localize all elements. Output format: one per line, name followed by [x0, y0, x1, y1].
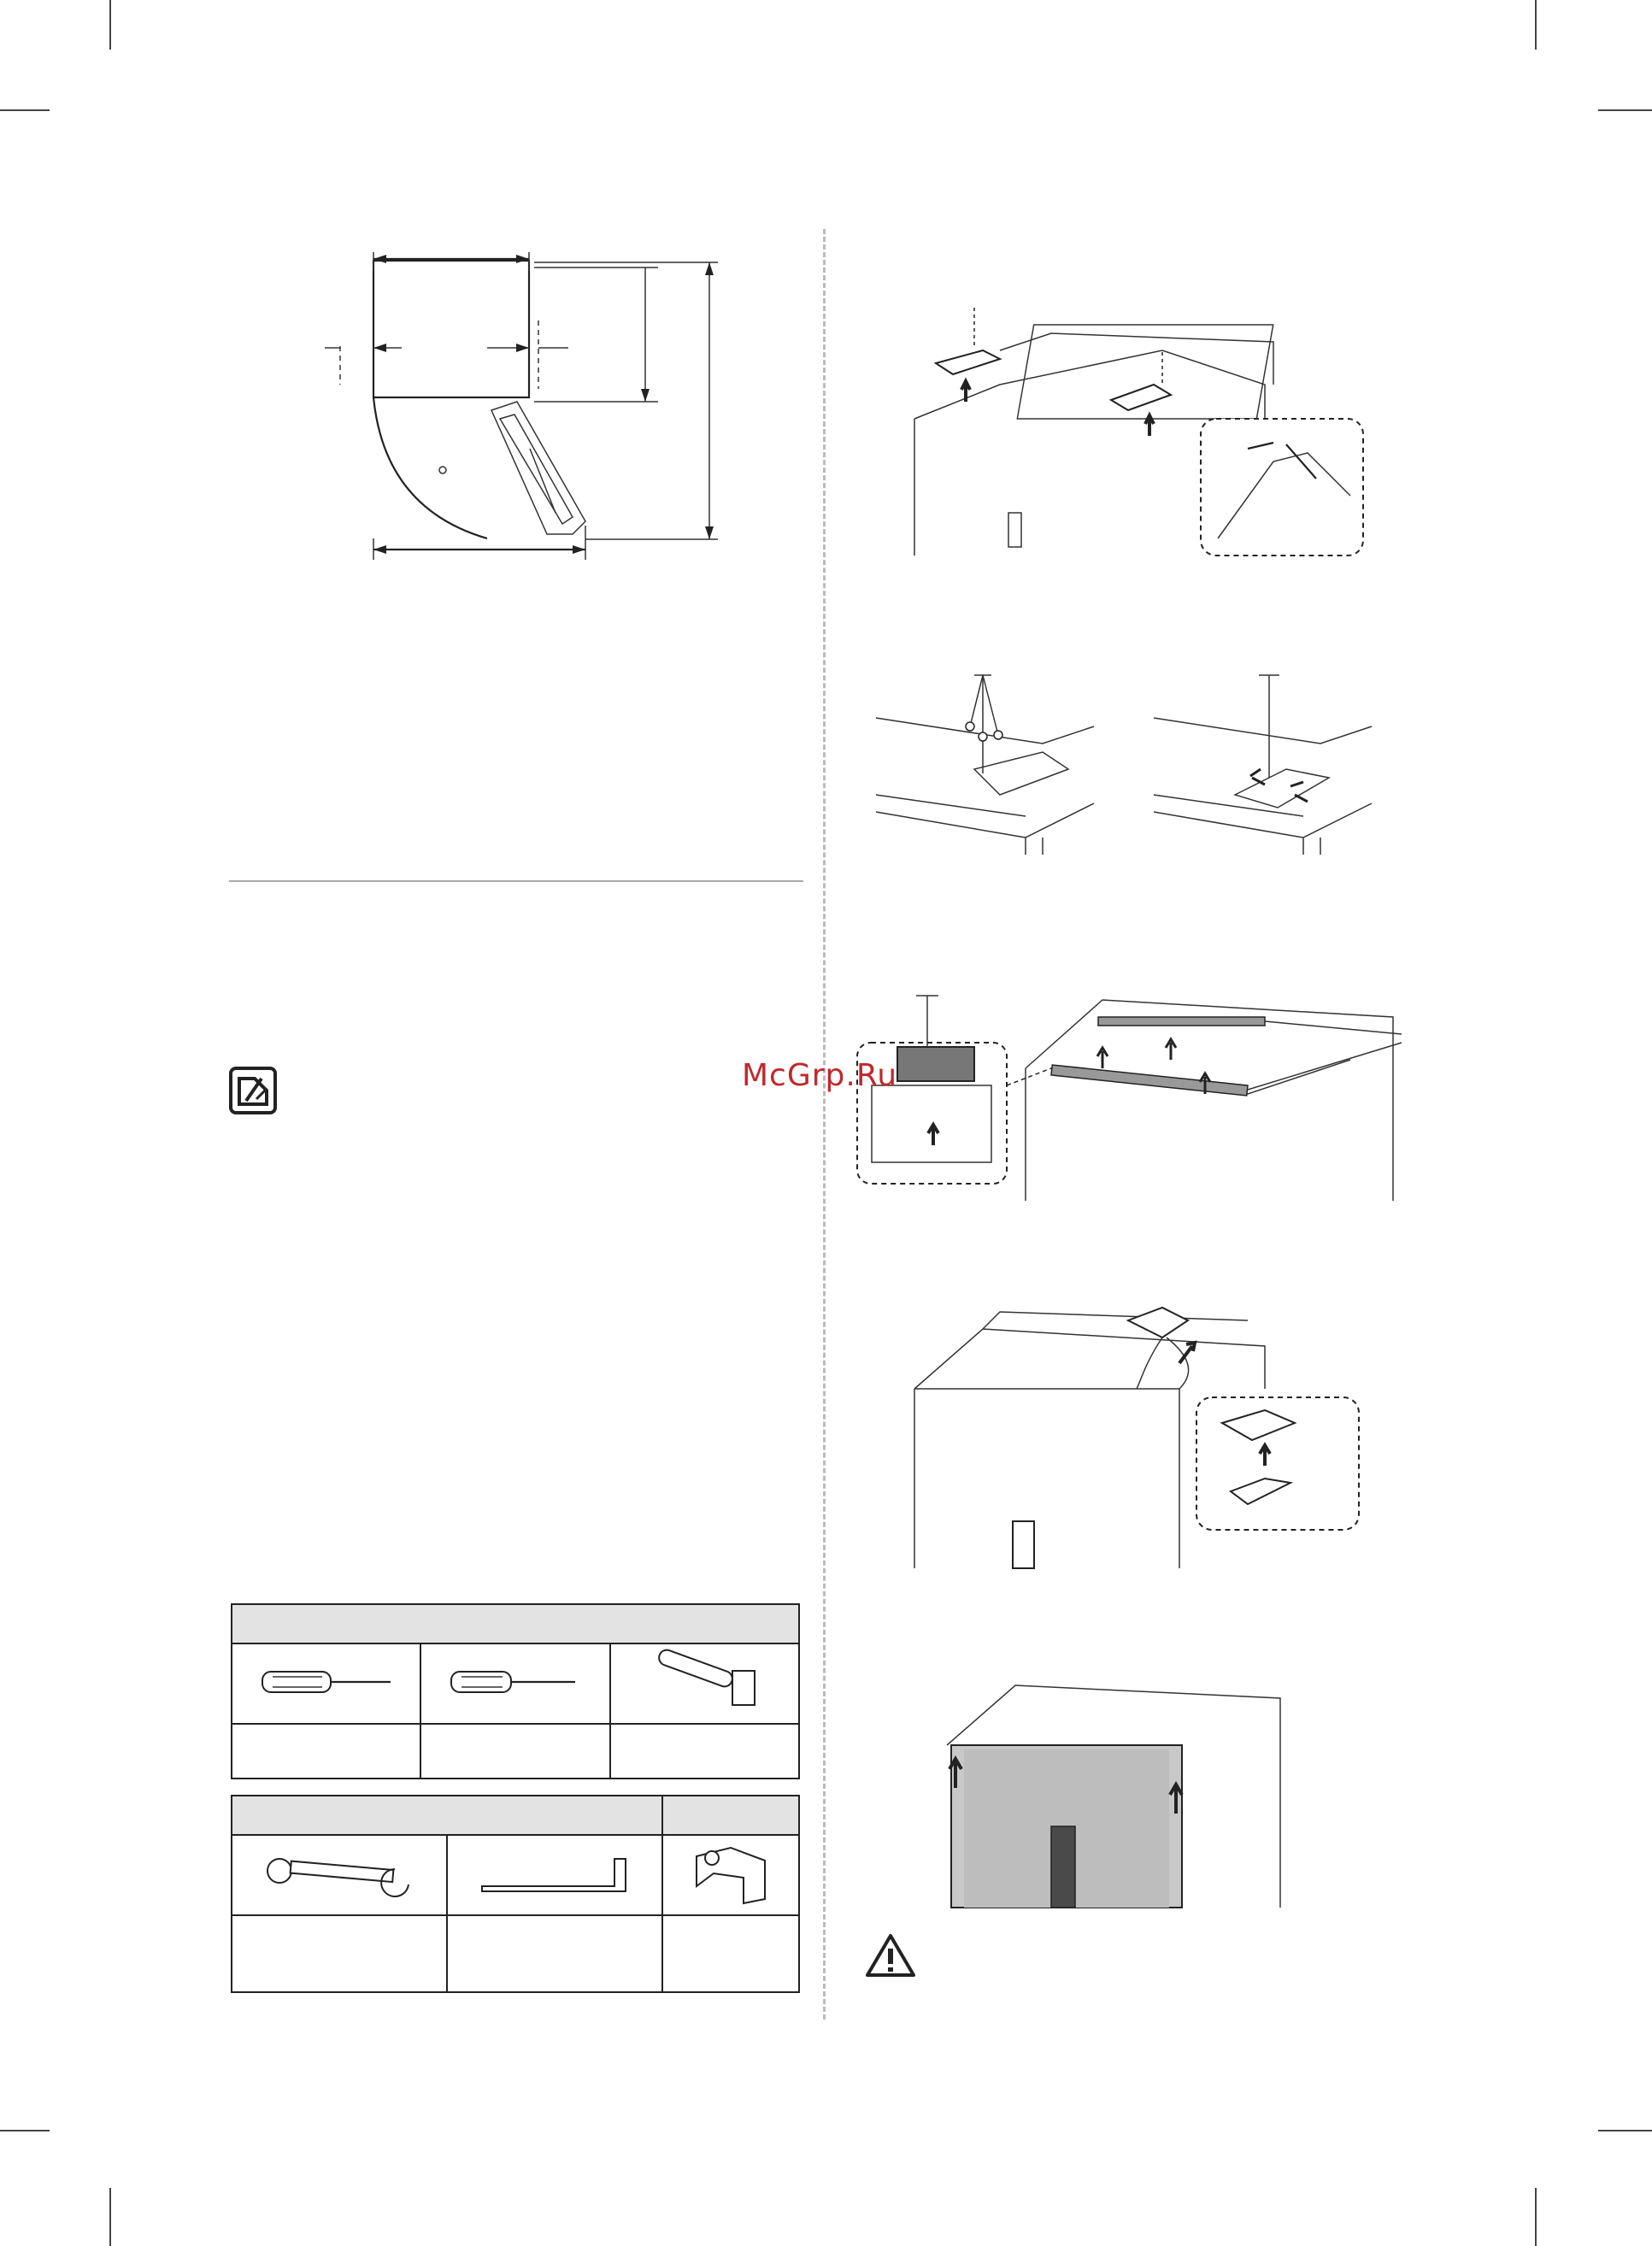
allen-key-icon	[473, 1852, 636, 1895]
column-divider	[823, 229, 826, 2020]
phillips-screwdriver-icon	[254, 1665, 399, 1699]
crop-mark	[0, 109, 50, 111]
crop-mark	[1535, 2188, 1537, 2246]
tool-cell	[420, 1643, 609, 1724]
step-3-illustration	[855, 966, 1402, 1201]
socket-wrench-icon	[632, 1652, 777, 1712]
tool-cell	[610, 1643, 799, 1724]
spanner-icon	[258, 1852, 420, 1895]
tool-label	[232, 1915, 447, 1992]
note-icon	[229, 1067, 277, 1114]
tool-label	[447, 1915, 662, 1992]
tools-table-header	[232, 1796, 662, 1835]
tools-table-header	[662, 1796, 799, 1835]
step-4-illustration	[906, 1303, 1367, 1568]
tool-label	[662, 1915, 799, 1992]
step-5-illustration	[947, 1677, 1289, 1908]
crop-mark	[1598, 109, 1652, 111]
crop-mark	[109, 0, 111, 50]
crop-mark	[0, 2130, 50, 2131]
section-rule	[229, 880, 803, 882]
step-2-illustration-left	[872, 675, 1102, 855]
tool-label	[610, 1724, 799, 1779]
crop-mark	[1598, 2130, 1652, 2131]
tool-cell	[232, 1643, 420, 1724]
tool-cell	[232, 1835, 447, 1915]
tool-label	[420, 1724, 609, 1779]
flat-screwdriver-icon	[443, 1665, 588, 1699]
hinge-tool-icon	[679, 1839, 782, 1908]
crop-mark	[1535, 0, 1537, 50]
tool-cell	[447, 1835, 662, 1915]
tools-table-1	[231, 1603, 800, 1779]
step-1-illustration	[906, 299, 1376, 560]
step-2-illustration-right	[1149, 675, 1380, 855]
tools-table-header	[232, 1604, 799, 1643]
crop-mark	[109, 2188, 111, 2246]
tool-cell	[662, 1835, 799, 1915]
watermark: McGrp.Ru	[742, 1058, 898, 1093]
tool-label	[232, 1724, 420, 1779]
door-clearance-diagram	[325, 252, 769, 568]
warning-icon	[865, 1933, 916, 1978]
tools-table-2	[231, 1795, 800, 1993]
